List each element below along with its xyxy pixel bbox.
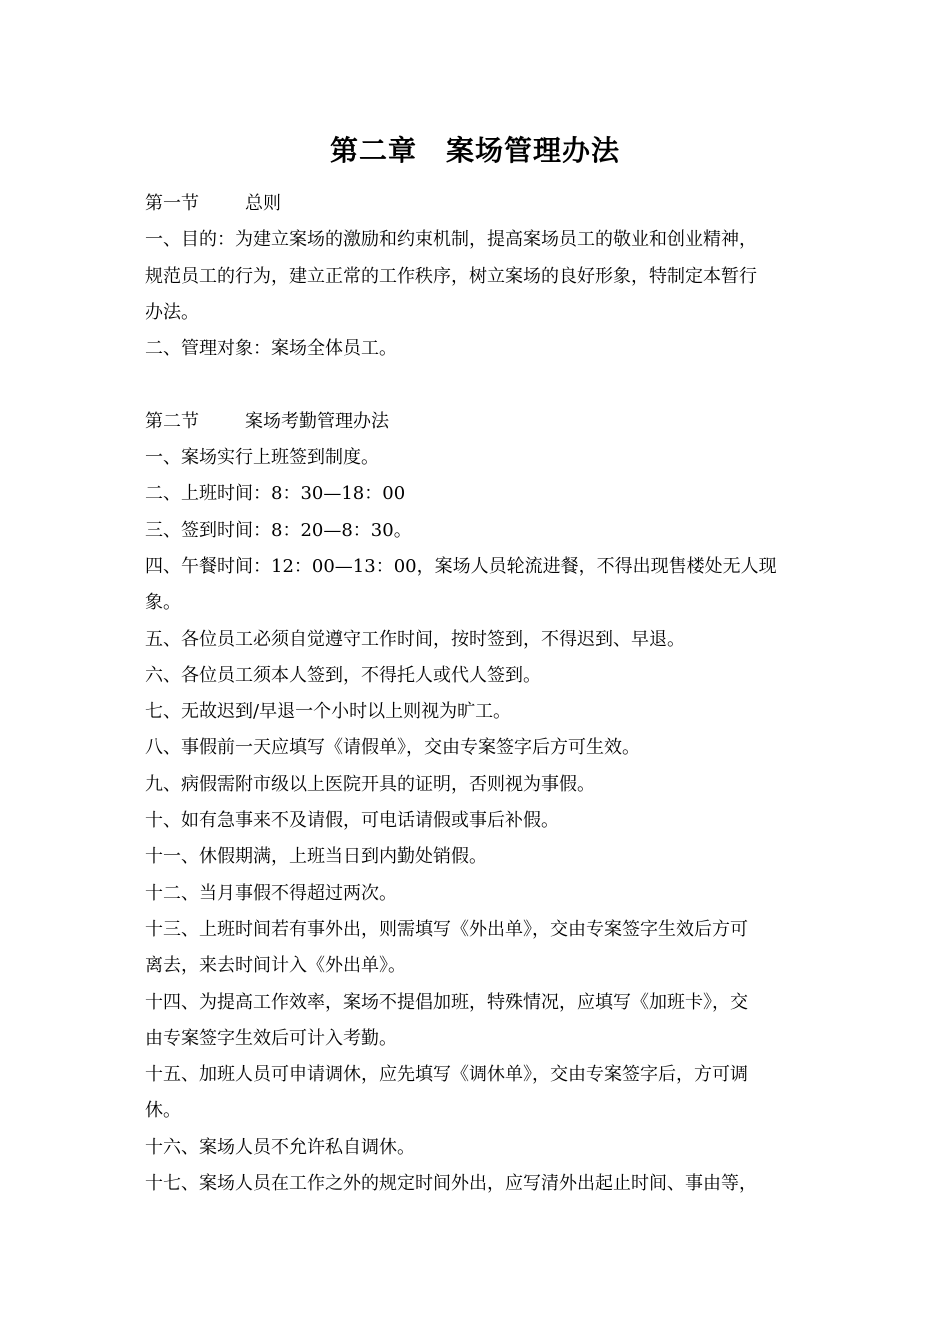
paragraph-line: 十六、案场人员不允许私自调休。 (145, 1136, 415, 1158)
paragraph-line: 办法。 (145, 301, 199, 323)
paragraph-line: 十二、当月事假不得超过两次。 (145, 882, 397, 904)
paragraph-line: 十四、为提高工作效率，案场不提倡加班，特殊情况，应填写《加班卡》，交 (145, 991, 748, 1013)
paragraph-line: 十七、案场人员在工作之外的规定时间外出，应写清外出起止时间、事由等， (145, 1173, 757, 1195)
paragraph-line: 一、目的：为建立案场的激励和约束机制，提高案场员工的敬业和创业精神， (145, 229, 757, 251)
section-heading-attendance (145, 404, 815, 440)
section-heading: 案场考勤管理办法 (245, 410, 389, 432)
section-heading: 总则 (245, 193, 281, 214)
paragraph-line: 二、管理对象：案场全体员工。 (145, 338, 397, 360)
paragraph-line: 三、签到时间：8：20—8：30。 (145, 519, 412, 541)
document-body (145, 186, 815, 1202)
paragraph-line: 十一、休假期满，上班当日到内勤处销假。 (145, 846, 487, 868)
paragraph-line: 七、无故迟到/早退一个小时以上则视为旷工。 (145, 701, 512, 723)
paragraph-line: 离去，来去时间计入《外出单》。 (145, 955, 406, 977)
section-label: 第二节 (145, 410, 199, 432)
section-label: 第一节 (145, 193, 199, 214)
paragraph-line: 四、午餐时间：12：00—13：00，案场人员轮流进餐，不得出现售楼处无人现 (145, 555, 777, 577)
paragraph-line: 十五、加班人员可申请调休，应先填写《调休单》，交由专案签字后，方可调 (145, 1064, 748, 1086)
paragraph-line: 象。 (145, 592, 181, 614)
paragraph-line: 五、各位员工必须自觉遵守工作时间，按时签到，不得迟到、早退。 (145, 628, 685, 650)
paragraph-line: 由专案签字生效后可计入考勤。 (145, 1027, 397, 1049)
section-heading-general (145, 186, 815, 222)
paragraph-line: 十三、上班时间若有事外出，则需填写《外出单》，交由专案签字生效后方可 (145, 918, 748, 940)
paragraph-line: 休。 (145, 1100, 181, 1122)
blank-line (145, 367, 815, 403)
paragraph-line: 八、事假前一天应填写《请假单》，交由专案签字后方可生效。 (145, 737, 640, 759)
paragraph-line: 六、各位员工须本人签到，不得托人或代人签到。 (145, 664, 541, 686)
paragraph-line: 九、病假需附市级以上医院开具的证明，否则视为事假。 (145, 773, 595, 795)
paragraph-line: 二、上班时间：8：30—18：00 (145, 483, 406, 505)
chapter-title: 第二章 案场管理办法 (329, 134, 620, 167)
paragraph-line: 规范员工的行为，建立正常的工作秩序，树立案场的良好形象，特制定本暂行 (145, 265, 757, 287)
paragraph-line: 一、案场实行上班签到制度。 (145, 447, 379, 469)
paragraph-line: 十、如有急事来不及请假，可电话请假或事后补假。 (145, 810, 559, 832)
